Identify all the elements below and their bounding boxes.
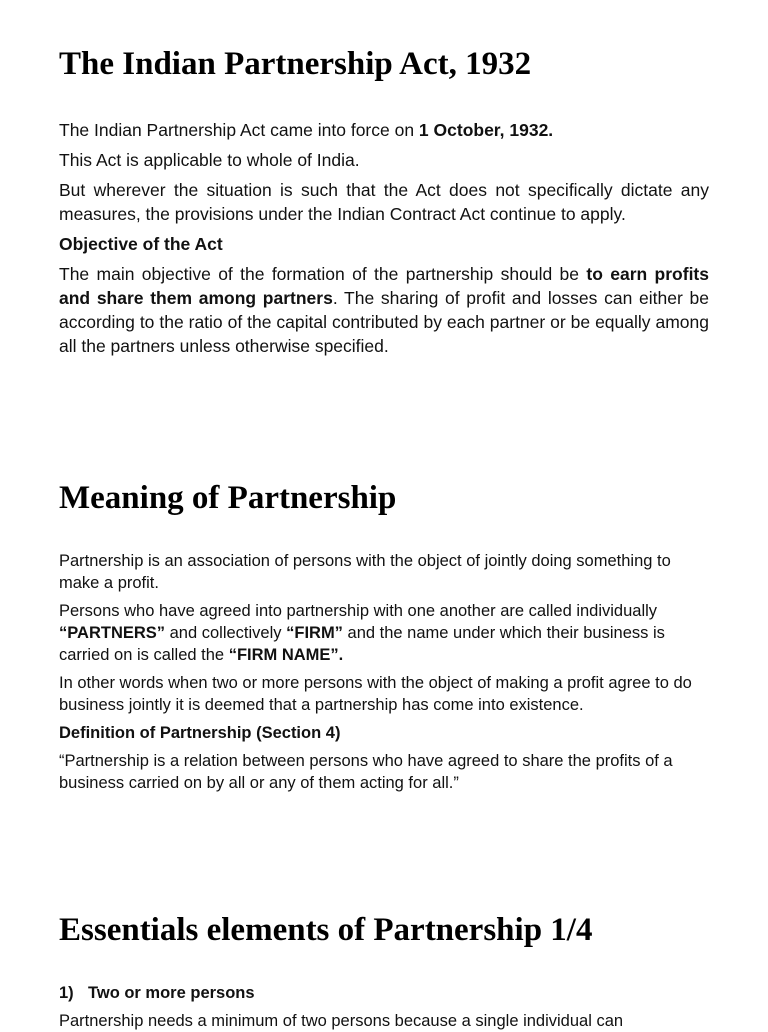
list-item-label: Two or more persons: [88, 984, 255, 1002]
paragraph-commencement: [59, 118, 709, 142]
paragraph-other-words: In other words when two or more persons with the object of making a profit agree to do business jointly it is deemed that a partnership has come into existence.: [59, 674, 692, 714]
emphasis-firm: “FIRM”: [286, 624, 343, 642]
section-essentials: [59, 910, 709, 1032]
paragraph-text: The Indian Partnership Act came into force on: [59, 120, 419, 140]
emphasis-objective: to earn profits and share them among partners: [59, 264, 709, 308]
section-meaning: [59, 478, 709, 794]
section-title: Essentials elements of Partnership 1/4: [59, 912, 593, 948]
paragraph-text: and the name under which their business is carried on is called the: [59, 624, 665, 664]
paragraph-text: . The sharing of profit and losses can either be according to the ratio of the capital contributed by each partner or be equally among all the partners unless otherwise specified.: [59, 288, 709, 356]
paragraph-text: Persons who have agreed into partnership with one another are called individually: [59, 602, 658, 620]
subheading-definition: Definition of Partnership (Section 4): [59, 724, 341, 742]
section-title: The Indian Partnership Act, 1932: [59, 46, 532, 82]
paragraph-cut-off: Partnership needs a minimum of two persons because a single individual can: [59, 1012, 624, 1030]
list-item-two-or-more-persons: [59, 982, 709, 1004]
paragraph-applicability: This Act is applicable to whole of India.: [59, 150, 360, 170]
paragraph-definition-quote: “Partnership is a relation between persons who have agreed to share the profits of a business carried on by all or any of them acting for all.”: [59, 752, 673, 792]
paragraph-objective: [59, 262, 709, 358]
paragraph-partners-firm: [59, 600, 709, 666]
section-partnership-act: [59, 44, 709, 358]
section-title: Meaning of Partnership: [59, 480, 397, 516]
emphasis-date: 1 October, 1932.: [418, 120, 554, 140]
paragraph-text: The main objective of the formation of the partnership should be: [59, 264, 587, 284]
paragraph-association: Partnership is an association of persons with the object of jointly doing something to make a profit.: [59, 552, 671, 592]
paragraph-contract-act: But wherever the situation is such that the Act does not specifically dictate any measures, the provisions under the Indian Contract Act continue to apply.: [59, 180, 709, 224]
emphasis-firm-name: “FIRM NAME”.: [228, 646, 344, 664]
list-item-number: 1): [59, 984, 74, 1002]
emphasis-partners: “PARTNERS”: [59, 624, 166, 642]
subheading-objective: Objective of the Act: [59, 234, 223, 254]
paragraph-text: and collectively: [165, 624, 287, 642]
